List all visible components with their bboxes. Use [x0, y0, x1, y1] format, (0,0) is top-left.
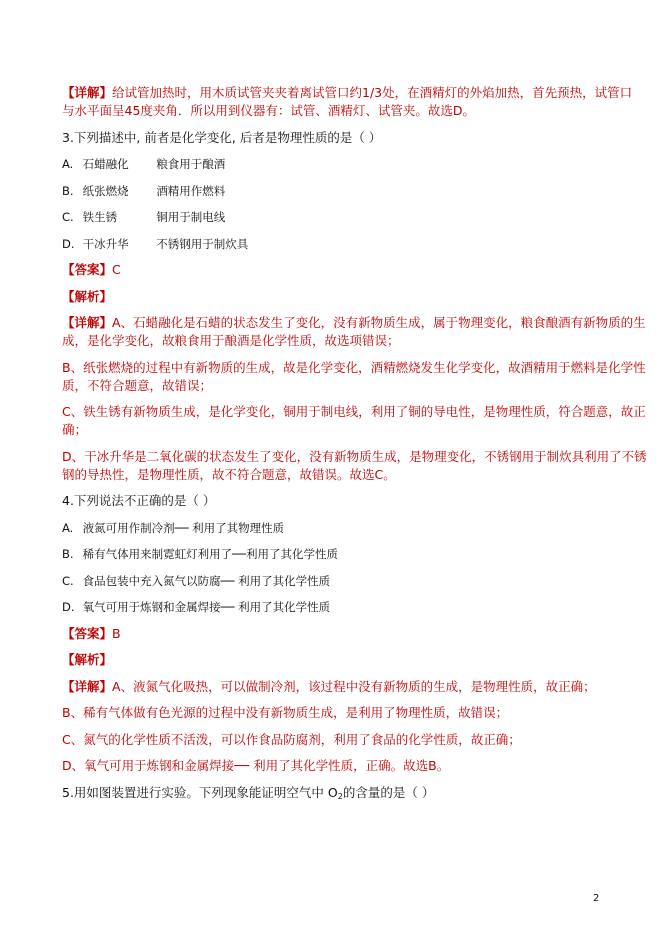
q4-option-c-label: C. — [62, 573, 74, 588]
q4-stem: 4.下列说法不正确的是（ ） — [62, 493, 216, 508]
q4-detail-b: B、稀有气体做有色光源的过程中没有新物质生成，是利用了物理性质，故错误； — [62, 705, 509, 720]
q3-option-d-second: 不锈钢用于制炊具 — [156, 236, 249, 251]
q2-detail-line-2: 与水平面呈45度夹角．所以用到仪器有：试管、酒精灯、试管夹。故选D。 — [62, 103, 476, 118]
q4-option-a-text: 液氮可用作制冷剂── 利用了其物理性质 — [82, 520, 285, 535]
q4-option-a-label: A. — [62, 520, 74, 535]
q3-option-c-label: C. — [62, 210, 74, 224]
q3-detail-tag: 【详解】 — [62, 315, 113, 330]
q3-option-d — [62, 235, 622, 253]
q3-option-a-second: 粮食用于酿酒 — [156, 157, 226, 171]
q3-option-d-label: D. — [62, 236, 75, 251]
q3-answer-tag: 【答案】 — [62, 262, 113, 277]
q3-detail-b-line-2: 质，不符合题意，故错误； — [62, 377, 213, 393]
q3-detail-d-line-2: 钢的导热性，是物理性质，故不符合题意，故错误。故选C。 — [62, 466, 396, 482]
q4-detail-c: C、氮气的化学性质不活泼，可以作食品防腐剂，利用了食品的化学性质，故正确； — [62, 731, 521, 747]
q4-option-d-text: 氧气可用于炼钢和金属焊接── 利用了其化学性质 — [82, 600, 331, 614]
q4-answer-value: B — [112, 625, 121, 641]
q3-analysis-tag: 【解析】 — [62, 288, 113, 304]
q4-option-c-text: 食品包装中充入氮气以防腐── 利用了其化学性质 — [82, 573, 331, 588]
q4-option-a — [62, 519, 622, 537]
q3-option-c — [62, 208, 622, 226]
q5-stem — [62, 784, 622, 806]
q3-detail-a-line-2: 成，是化学变化，故粮食用于酿酒是化学性质，故选项错误； — [62, 333, 400, 348]
q4-option-b-text: 稀有气体用来制霓虹灯利用了──利用了其化学性质 — [82, 547, 339, 561]
q3-detail-c-line-2: 确； — [62, 422, 88, 437]
q3-option-a — [62, 155, 622, 173]
page-content — [62, 84, 647, 814]
q4-option-b — [62, 545, 622, 563]
q4-detail-a-text: A、液氮气化吸热，可以做制冷剂，该过程中没有新物质的生成，是物理性质，故正确； — [112, 678, 596, 694]
q4-detail-tag: 【详解】 — [62, 678, 113, 694]
q5-stem-before: 5.用如图装置进行实验。下列现象能证明空气中 O — [62, 784, 338, 800]
q3-answer — [62, 261, 622, 279]
q3-stem: 3.下列描述中, 前者是化学变化, 后者是物理性质的是（ ） — [62, 129, 382, 145]
q4-option-c — [62, 572, 622, 590]
q5-stem-subscript: 2 — [337, 791, 343, 801]
q3-detail-c-line-1: C、铁生锈有新物质生成，是化学变化，铜用于制电线，利用了铜的导电性，是物理性质，符合题意，故正 — [62, 404, 646, 419]
q3-option-b-first: 纸张燃烧 — [82, 183, 129, 198]
q2-detail-tag: 【详解】 — [62, 85, 113, 100]
q5-stem-after: 的含量的是（ ） — [342, 784, 435, 800]
q3-detail-a-text-1: A、石蜡融化是石蜡的状态发生了变化，没有新物质生成，属于物理变化，粮食酿酒有新物质的生 — [112, 315, 646, 330]
q3-detail-d-line-1: D、干冰升华是二氧化碳的状态发生了变化，没有新物质生成，是物理变化，不锈钢用于制炊具利用了不锈 — [62, 448, 647, 464]
q3-option-b-second: 酒精用作燃料 — [156, 183, 226, 198]
q3-option-b — [62, 182, 622, 200]
q4-answer-tag: 【答案】 — [62, 625, 113, 641]
q3-option-b-label: B. — [62, 183, 74, 198]
page-number: 2 — [593, 893, 600, 904]
q4-analysis-tag: 【解析】 — [62, 652, 113, 667]
q4-option-d — [62, 598, 622, 616]
q3-detail-a-line-1 — [62, 314, 646, 332]
q4-detail-a — [62, 678, 622, 696]
q4-answer — [62, 625, 622, 643]
q3-option-c-second: 铜用于制电线 — [156, 210, 226, 224]
q3-detail-b-line-1: B、纸张燃烧的过程中有新物质的生成，故是化学变化，酒精燃烧发生化学变化，故酒精用于燃料是化学性 — [62, 359, 646, 375]
q3-answer-value: C — [112, 262, 121, 277]
q3-option-a-first: 石蜡融化 — [82, 157, 129, 171]
q4-option-d-label: D. — [62, 600, 75, 614]
q3-option-d-first: 干冰升华 — [82, 236, 129, 251]
q4-detail-d: D、氧气可用于炼钢和金属焊接── 利用了其化学性质，正确。故选B。 — [62, 758, 450, 773]
q4-option-b-label: B. — [62, 547, 74, 561]
q3-option-a-label: A. — [62, 157, 74, 171]
q3-option-c-first: 铁生锈 — [82, 210, 118, 224]
q2-detail-text-1: 给试管加热时，用木质试管夹夹着离试管口约1/3处，在酒精灯的外焰加热，首先预热，试管口 — [112, 85, 633, 100]
q2-detail-line-1 — [62, 84, 633, 102]
